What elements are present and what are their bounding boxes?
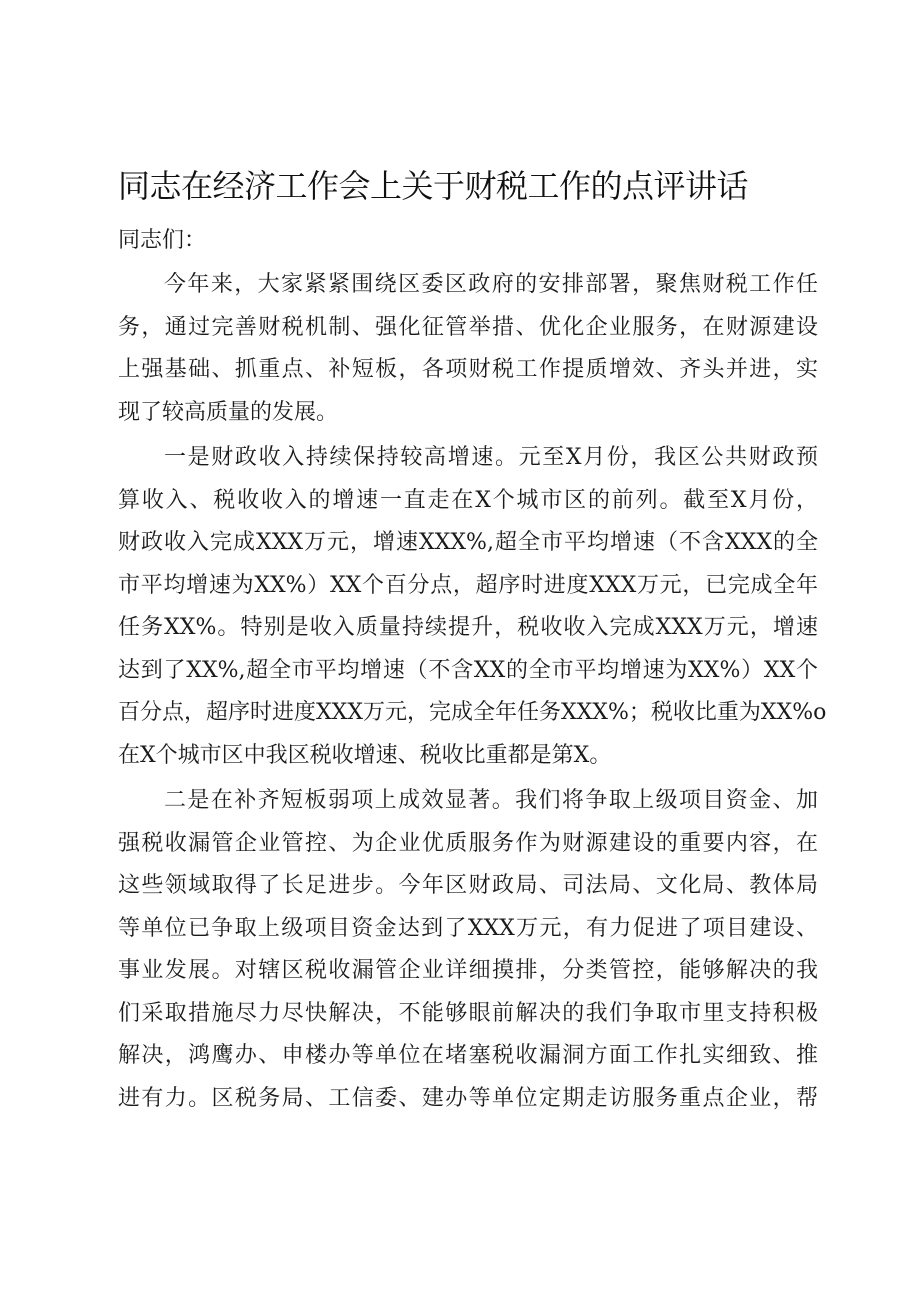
paragraph-line: 财政收入完成XXX万元，增速XXX%,超全市平均增速（不含XXX的全 [118,530,818,555]
paragraph-line: 今年来，大家紧紧围绕区委区政府的安排部署，聚焦财税工作任 [164,272,818,297]
paragraph-intro [118,264,818,434]
paragraph-line: 在X个城市区中我区税收增速、税收比重都是第X。 [118,742,612,768]
paragraph-line: 二是在补齐短板弱项上成效显著。我们将争取上级项目资金、加 [164,788,818,813]
document-body [118,218,827,1120]
paragraph-line: 务，通过完善财税机制、强化征管举措、优化企业服务，在财源建设 [118,314,818,340]
paragraph-line: 市平均增速为XX%）XX个百分点，超序时进度XXX万元，已完成全年 [118,572,818,598]
paragraph-line: 等单位已争取上级项目资金达到了XXX万元，有力促进了项目建设、 [118,915,818,941]
paragraph-line: 进有力。区税务局、工信委、建办等单位定期走访服务重点企业，帮 [118,1085,818,1111]
paragraph-line: 任务XX%。特别是收入质量持续提升，税收收入完成XXX万元，增速 [118,615,818,640]
paragraph-line: 一是财政收入持续保持较高增速。元至X月份，我区公共财政预 [164,445,818,470]
paragraph-line: 现了较高质量的发展。 [118,399,339,425]
paragraph-line: 解决，鸿鹰办、申楼办等单位在堵塞税收漏洞方面工作扎实细致、推 [118,1043,818,1068]
paragraph-revenue [118,437,827,777]
paragraph-line: 百分点，超序时进度XXX万元，完成全年任务XXX%；税收比重为XX%o [118,700,827,725]
paragraph-line: 上强基础、抓重点、补短板，各项财税工作提质增效、齐头并进，实 [118,357,818,382]
paragraph-shortcomings [118,780,818,1120]
paragraph-line: 们采取措施尽力尽快解决，不能够眼前解决的我们争取市里支持积极 [118,1000,818,1026]
salutation: 同志们： [118,228,207,253]
paragraph-line: 事业发展。对辖区税收漏管企业详细摸排，分类管控，能够解决的我 [118,958,818,983]
paragraph-line: 强税收漏管企业管控、为企业优质服务作为财源建设的重要内容，在 [118,830,818,856]
paragraph-line: 算收入、税收收入的增速一直走在X个城市区的前列。截至X月份， [118,487,818,513]
document-title: 同志在经济工作会上关于财税工作的点评讲话 [118,167,749,205]
paragraph-line: 这些领域取得了长足进步。今年区财政局、司法局、文化局、教体局 [118,873,818,898]
paragraph-line: 达到了XX%,超全市平均增速（不含XX的全市平均增速为XX%）XX个 [118,657,818,683]
